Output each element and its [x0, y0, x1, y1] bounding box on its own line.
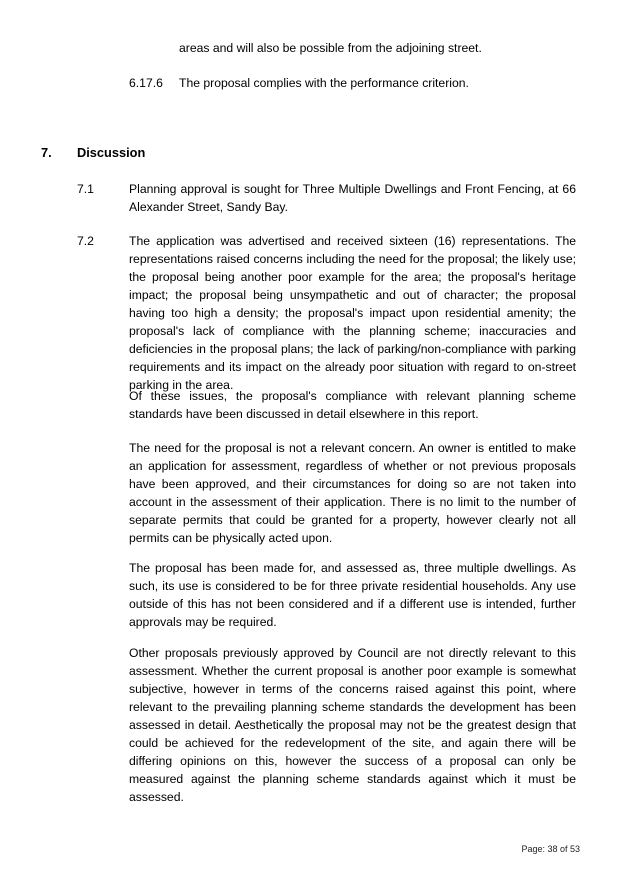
clause-7-2-paragraph-1: The application was advertised and received sixteen (16) representations. The representations raised concerns including the need for the proposal; the likely use; the proposal being another poor example for the area; the proposal's heritage impact; the proposal being unsympathetic and out of character; the proposal having too high a density; the proposal's impact upon residential amenity; the proposal's lack of compliance with the planning scheme; inaccuracies and deficiencies in the proposal plans; the lack of parking/non-compliance with parking requirements and its impact on the already poor situation with regard to on-street parking in the area. [129, 234, 576, 392]
clause-text-6-17-6: The proposal complies with the performance criterion. [179, 76, 469, 90]
clause-7-2-paragraph-4: The proposal has been made for, and assessed as, three multiple dwellings. As such, its use is considered to be for three private residential households. Any use outside of this has not been considered and if a different use is intended, further approvals may be required. [129, 561, 576, 629]
section-number: 7. [41, 145, 52, 160]
clause-number-7-2: 7.2 [77, 234, 94, 248]
clause-7-2-paragraph-2: Of these issues, the proposal's compliance with relevant planning scheme standards have been discussed in detail elsewhere in this report. [129, 389, 576, 421]
clause-7-2-paragraph-5: Other proposals previously approved by Council are not directly relevant to this assessment. Whether the current proposal is another poor example is somewhat subjective, however in terms of the concerns raised against this point, where relevant to the prevailing planning scheme standards the development has been assessed in detail. Aesthetically the proposal may not be the greatest design that could be achieved for the redevelopment of the site, and again there will be differing opinions on this, however the success of a proposal can only be measured against the planning scheme standards against which it must be assessed. [129, 646, 576, 804]
continuation-line: areas and will also be possible from the adjoining street. [179, 41, 482, 55]
clause-7-2-paragraph-3: The need for the proposal is not a relevant concern. An owner is entitled to make an application for assessment, regardless of whether or not previous proposals have been approved, and their circumstances for doing so are not taken into account in the assessment of their application. There is no limit to the number of separate permits that could be granted for a property, however clearly not all permits can be physically acted upon. [129, 441, 576, 545]
clause-number-6-17-6: 6.17.6 [129, 76, 163, 90]
clause-number-7-1: 7.1 [77, 182, 94, 196]
section-title: Discussion [77, 145, 146, 160]
clause-7-1-paragraph: Planning approval is sought for Three Multiple Dwellings and Front Fencing, at 66 Alexander Street, Sandy Bay. [129, 182, 576, 214]
page-number: Page: 38 of 53 [521, 844, 580, 854]
